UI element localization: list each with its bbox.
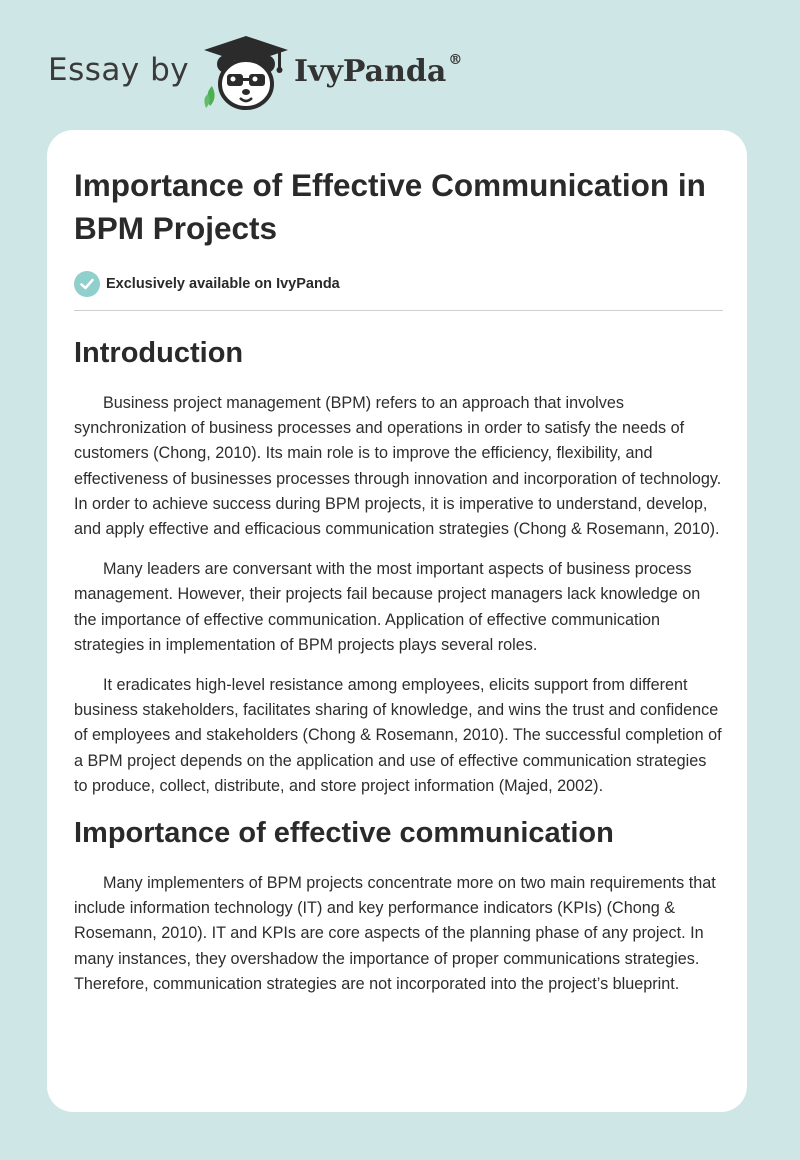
article-title: Importance of Effective Communication in BPM Projects bbox=[74, 167, 706, 246]
badge-label: Exclusively available on IvyPanda bbox=[106, 276, 340, 292]
essay-by-label: Essay by bbox=[48, 52, 190, 88]
site-header bbox=[0, 0, 800, 130]
registered-mark: ® bbox=[448, 52, 463, 68]
paragraph: Many leaders are conversant with the most important aspects of business process management. However, their projects fail because project managers lack knowledge on the importance of effective communication. Application of effective communication strategies in implementation of BPM projects plays several roles. bbox=[74, 560, 701, 654]
paragraph: It eradicates high-level resistance among employees, elicits support from different business stakeholders, facilitates sharing of knowledge, and wins the trust and confidence of employees and stakeholders (Chong & Rosemann, 2010). The successful completion of a BPM project depends on the application and use of effective communication strategies to produce, collect, distribute, and store project information (Majed, 2002). bbox=[74, 676, 722, 795]
paragraph: Business project management (BPM) refers to an approach that involves synchronization of business processes and operations in order to satisfy the needs of customers (Chong, 2010). Its main role is to improve the efficiency, flexibility, and effectiveness of businesses processes through innovation and incorporation of technology. In order to achieve success during BPM projects, it is imperative to understand, develop, and apply effective and efficacious communication strategies (Chong & Rosemann, 2010). bbox=[74, 394, 722, 539]
exclusive-badge bbox=[74, 270, 723, 298]
panda-graduate-icon[interactable] bbox=[200, 34, 292, 112]
check-icon bbox=[74, 271, 100, 297]
section-heading-introduction: Introduction bbox=[74, 337, 244, 369]
section-heading-importance: Importance of effective communication bbox=[74, 817, 614, 850]
article-content bbox=[74, 164, 723, 997]
article-card bbox=[47, 130, 747, 1112]
brand-text: IvyPanda bbox=[294, 54, 447, 89]
divider bbox=[74, 310, 723, 311]
brand-name[interactable] bbox=[294, 54, 462, 89]
paragraph: Many implementers of BPM projects concentrate more on two main requirements that include information technology (IT) and key performance indicators (KPIs) (Chong & Rosemann, 2010). IT and KPIs are core aspects of the planning phase of any project. In many instances, they overshadow the importance of proper communications strategies. Therefore, communication strategies are not incorporated into the project’s blueprint. bbox=[74, 874, 716, 993]
